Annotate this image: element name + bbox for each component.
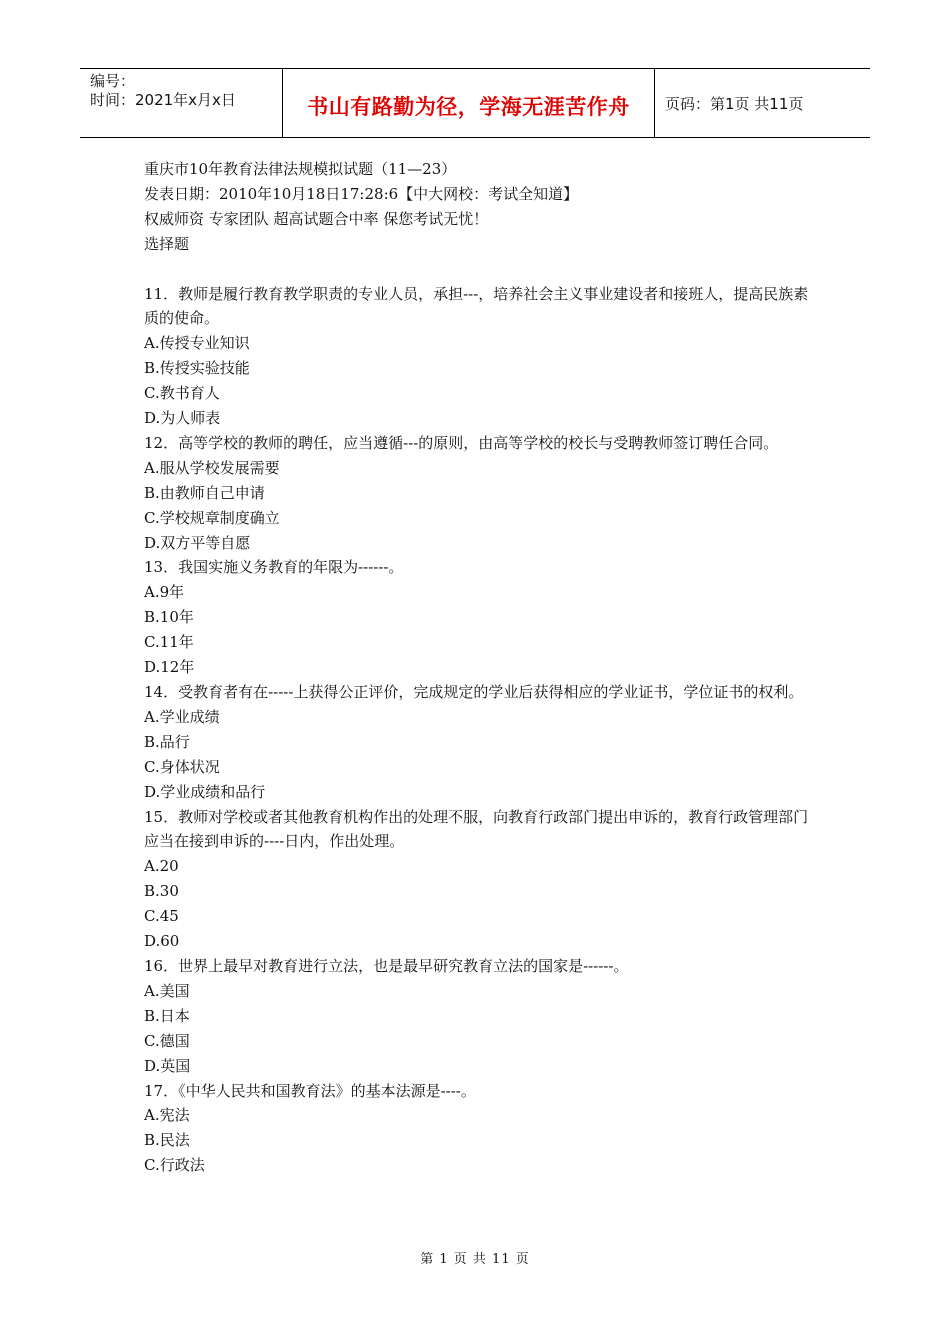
question-block	[144, 805, 814, 954]
answer-option: C.教书育人	[144, 384, 220, 403]
answer-option: C.身体状况	[144, 757, 220, 776]
answer-option: B.品行	[144, 732, 190, 751]
question-block	[144, 282, 814, 431]
serial-label: 编号：	[90, 72, 136, 90]
answer-option: B.由教师自己申请	[144, 483, 265, 502]
question-stem: 12．高等学校的教师的聘任，应当遵循---的原则，由高等学校的校长与受聘教师签订聘任合同。	[144, 433, 779, 452]
answer-option: D.学业成绩和品行	[144, 782, 266, 801]
answer-option: B.传授实验技能	[144, 359, 250, 378]
answer-option: A.学业成绩	[144, 707, 220, 726]
question-block	[144, 954, 814, 1079]
question-block	[144, 1079, 814, 1179]
question-stem: 16．世界上最早对教育进行立法，也是最早研究教育立法的国家是------。	[144, 956, 629, 975]
question-block	[144, 680, 814, 805]
answer-option: B.10年	[144, 608, 194, 627]
document-title: 重庆市10年教育法律法规模拟试题（11—23）	[144, 160, 457, 178]
answer-option: D.60	[144, 932, 180, 951]
header-motto-cell	[283, 69, 655, 137]
section-heading: 选择题	[144, 234, 190, 253]
answer-option: B.民法	[144, 1131, 190, 1150]
answer-option: D.为人师表	[144, 409, 221, 428]
question-stem: 13．我国实施义务教育的年限为------。	[144, 558, 404, 577]
page-footer: 第 1 页 共 11 页	[420, 1252, 530, 1267]
answer-option: C.学校规章制度确立	[144, 508, 280, 527]
answer-option: C.德国	[144, 1031, 190, 1050]
publish-date: 发表日期：2010年10月18日17:28:6【中大网校：考试全知道】	[144, 184, 579, 203]
question-stem: 11．教师是履行教育教学职责的专业人员，承担---，培养社会主义事业建设者和接班人，提高民族素质的使命。	[144, 284, 809, 328]
question-block	[144, 431, 814, 556]
motto-text: 书山有路勤为径，学海无涯苦作舟	[307, 95, 630, 119]
question-stem: 15．教师对学校或者其他教育机构作出的处理不服，向教育行政部门提出申诉的，教育行政管理部门应当在接到申诉的----日内，作出处理。	[144, 807, 809, 851]
question-list	[144, 282, 814, 1179]
question-block	[144, 555, 814, 680]
header-page-cell	[655, 69, 870, 137]
answer-option: C.11年	[144, 633, 194, 652]
answer-option: A.20	[144, 857, 179, 876]
date-label: 时间：2021年x月x日	[90, 91, 236, 109]
answer-option: A.宪法	[144, 1106, 190, 1125]
answer-option: B.日本	[144, 1006, 190, 1025]
page-info: 页码：第1页 共11页	[665, 95, 804, 113]
answer-option: A.美国	[144, 981, 190, 1000]
answer-option: C.行政法	[144, 1156, 205, 1175]
answer-option: D.12年	[144, 658, 195, 677]
answer-option: D.双方平等自愿	[144, 533, 251, 552]
blank-line	[144, 257, 814, 282]
header-left-cell	[80, 69, 283, 137]
slogan-text: 权威师资 专家团队 超高试题合中率 保您考试无忧！	[144, 209, 489, 228]
document-header	[80, 68, 870, 138]
answer-option: A.9年	[144, 583, 185, 602]
answer-option: A.传授专业知识	[144, 334, 250, 353]
answer-option: C.45	[144, 907, 179, 926]
answer-option: D.英国	[144, 1056, 191, 1075]
question-stem: 14．受教育者有在-----上获得公正评价，完成规定的学业后获得相应的学业证书，学位证书的权利。	[144, 683, 804, 702]
answer-option: B.30	[144, 882, 179, 901]
document-body	[144, 157, 814, 1178]
answer-option: A.服从学校发展需要	[144, 458, 280, 477]
question-stem: 17．《中华人民共和国教育法》的基本法源是----。	[144, 1081, 476, 1100]
